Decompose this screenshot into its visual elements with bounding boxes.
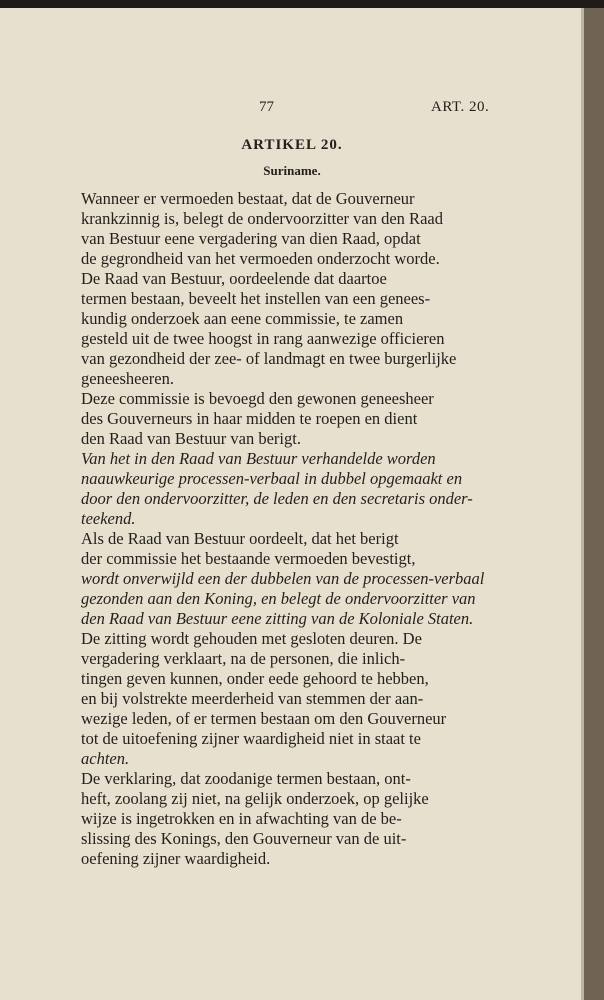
text-line-26: en bij volstrekte meerderheid van stemmen der aan- [81,689,424,708]
text-line-18: Als de Raad van Bestuur oordeelt, dat het berigt [81,529,399,548]
text-line-27: wezige leden, of er termen bestaan om den Gouverneur [81,709,447,728]
text-line-13: den Raad van Bestuur van berigt. [81,429,301,448]
text-line-33: slissing des Konings, den Gouverneur van de uit- [81,829,407,848]
text-line-24: vergadering verklaart, na de personen, die inlich- [81,649,406,668]
document-page [0,8,584,1000]
article-subtitle: Suriname. [263,163,321,178]
text-line-1: Wanneer er vermoeden bestaat, dat de Gouverneur [81,189,415,208]
text-line-31: heft, zoolang zij niet, na gelijk onderzoek, op gelijke [81,789,429,808]
text-line-15: naauwkeurige processen-verbaal in dubbel opgemaakt en [81,469,463,488]
text-line-28: tot de uitoefening zijner waardigheid niet in staat te [81,729,421,748]
article-title: ARTIKEL 20. [241,137,343,153]
text-line-6: termen bestaan, beveelt het instellen van een genees- [81,289,431,308]
text-line-4: de gegrondheid van het vermoeden onderzocht worde. [81,249,440,268]
text-line-34: oefening zijner waardigheid. [81,849,271,868]
text-line-8: gesteld uit de twee hoogst in rang aanwezige officieren [81,329,445,348]
text-line-30: De verklaring, dat zoodanige termen bestaan, ont- [81,769,411,788]
text-line-11: Deze commissie is bevoegd den gewonen geneesheer [81,389,434,408]
text-line-10: geneesheeren. [81,369,174,388]
text-line-9: van gezondheid der zee- of landmagt en twee burgerlijke [81,349,457,368]
running-head: ART. 20. [431,99,490,115]
text-line-29: achten. [81,749,130,768]
text-line-22: den Raad van Bestuur eene zitting van de Koloniale Staten. [81,609,474,628]
text-line-2: krankzinnig is, belegt de ondervoorzitter van den Raad [81,209,443,228]
text-line-3: van Bestuur eene vergadering van dien Raad, opdat [81,229,421,248]
article-body [81,189,484,869]
text-line-17: teekend. [81,509,136,528]
text-line-20: wordt onverwijld een der dubbelen van de processen-verbaal [81,569,485,588]
page-number: 77 [259,99,274,115]
page-edge [584,8,604,1000]
text-line-32: wijze is ingetrokken en in afwachting van de be- [81,809,402,828]
text-line-5: De Raad van Bestuur, oordeelende dat daartoe [81,269,387,288]
text-line-14: Van het in den Raad van Bestuur verhandelde worden [81,449,436,468]
text-line-7: kundig onderzoek aan eene commissie, te zamen [81,309,404,328]
text-line-12: des Gouverneurs in haar midden te roepen en dient [81,409,418,428]
text-line-16: door den ondervoorzitter, de leden en den secretaris onder- [81,489,473,508]
text-line-25: tingen geven kunnen, onder eede gehoord te hebben, [81,669,429,688]
page-header [0,99,584,119]
text-line-23: De zitting wordt gehouden met gesloten deuren. De [81,629,422,648]
text-line-19: der commissie het bestaande vermoeden bevestigt, [81,549,416,568]
text-line-21: gezonden aan den Koning, en belegt de ondervoorzitter van [81,589,476,608]
